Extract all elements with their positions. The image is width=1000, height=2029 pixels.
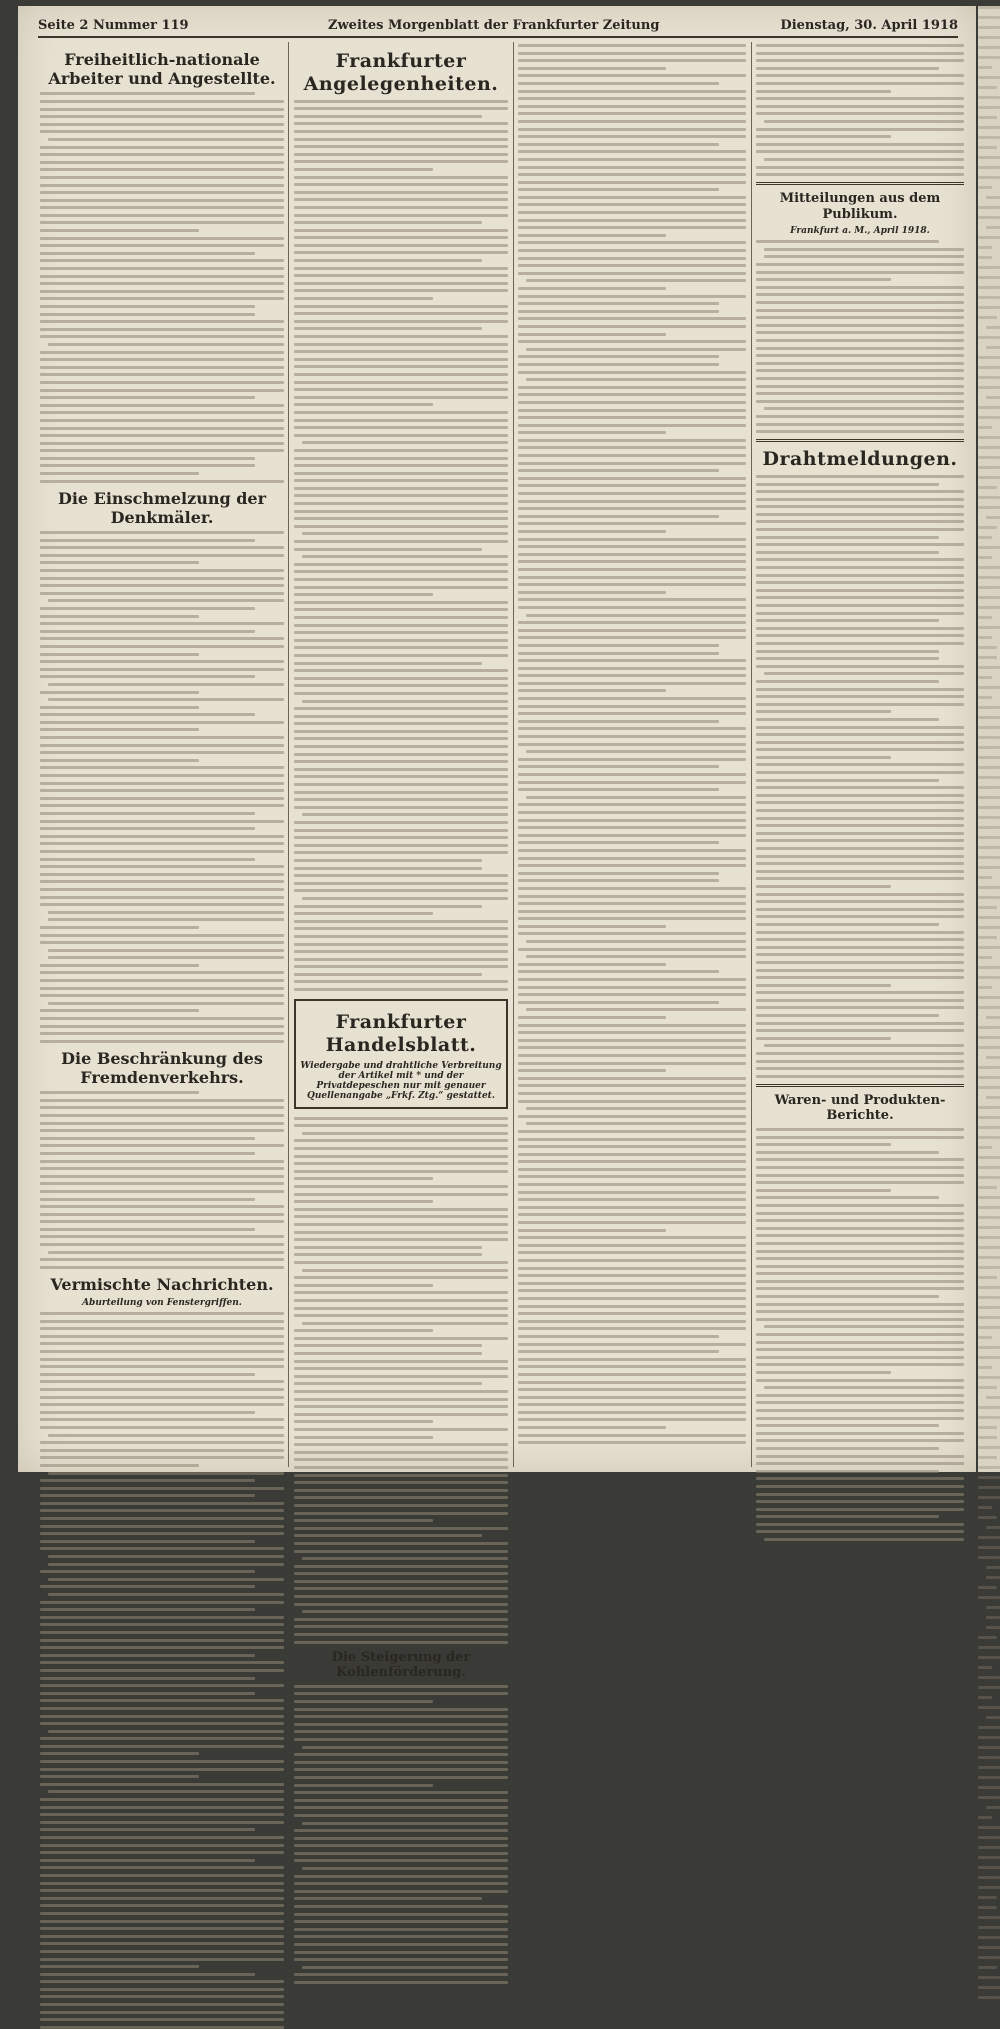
column-rule [751,42,752,1467]
masthead-page-number: Seite 2 Nummer 119 [38,18,189,33]
article-body [40,92,284,482]
article-body [518,44,746,1444]
article-body [40,531,284,1043]
masthead [38,16,958,38]
column-1 [40,44,284,1464]
article-body [40,1312,284,2029]
article-body [756,44,964,176]
article-subheading: Aburteilung von Fenstergriffen. [82,1298,242,1309]
section-heading: Frankfurter Handelsblatt. [325,1011,477,1056]
masthead-date: Dienstag, 30. April 1918 [780,18,958,33]
article-heading: Die Steigerung der Kohlenförderung. [331,1649,471,1681]
adjacent-page-text [978,6,1000,1999]
article-body [756,475,964,1078]
article-body [40,1091,284,1269]
masthead-title: Zweites Morgenblatt der Frankfurter Zeitung [328,18,660,33]
section-subheading: Frankfurt a. M., April 1918. [790,226,930,237]
column-2 [294,44,508,1681]
section-heading: Waren- und Produkten-Berichte. [774,1092,946,1124]
section-box [294,999,508,1109]
article-heading: Freiheitlich-nationale Arbeiter und Angestellte. [48,50,276,89]
section-divider [756,182,964,185]
adjacent-page-edge [978,6,1000,1472]
column-rule [288,42,289,1467]
column-3 [518,44,746,1464]
article-body [294,1117,508,1644]
section-divider [756,439,964,442]
article-heading: Die Einschmelzung der Denkmäler. [57,488,267,527]
article-body [756,240,964,433]
section-heading: Drahtmeldungen. [762,448,958,471]
section-notice: Wiedergabe und drahtliche Verbreitung der Artikel mit * und der Privatdepeschen nur mit genauer Quellenangabe „Frkf. Ztg.“ gestattet. [300,1060,502,1101]
article-body [294,100,508,991]
section-heading: Frankfurter Angelegenheiten. [303,50,499,95]
article-heading: Vermischte Nachrichten. [50,1274,274,1294]
column-rule [513,42,514,1467]
section-divider [756,1084,964,1087]
newspaper-page [18,6,976,1681]
article-body [756,1128,964,1541]
article-body [294,1685,508,1984]
article-heading: Die Beschränkung des Fremdenverkehrs. [61,1048,263,1087]
section-heading: Mitteilungen aus dem Publikum. [779,191,941,222]
column-4 [756,44,964,1464]
